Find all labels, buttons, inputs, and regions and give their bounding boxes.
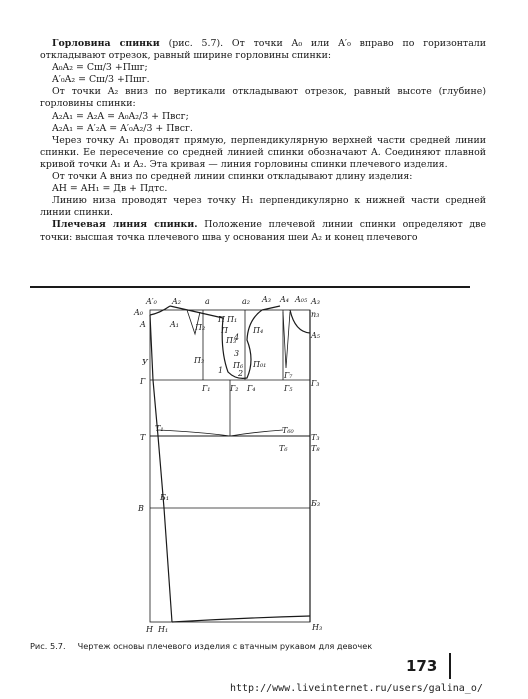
svg-text:4: 4 bbox=[234, 333, 240, 342]
svg-text:T₆: T₆ bbox=[279, 444, 288, 453]
watermark-url: http://www.liveinternet.ru/users/galina_o/ bbox=[230, 683, 483, 694]
caption-number: Рис. 5.7. bbox=[30, 641, 66, 651]
svg-text:Г: Г bbox=[140, 377, 146, 386]
svg-text:n₃: n₃ bbox=[311, 310, 320, 319]
svg-text:H₃: H₃ bbox=[312, 623, 323, 632]
svg-text:A₃: A₃ bbox=[262, 295, 271, 304]
figure-caption bbox=[30, 641, 490, 651]
svg-text:П₃: П₃ bbox=[226, 336, 237, 345]
svg-text:A₀: A₀ bbox=[134, 308, 143, 317]
formula-5: AH = AH₁ = Дв + Пдтс. bbox=[52, 183, 168, 195]
paragraph-4: От точки A вниз по средней линии спинки откладывают длину изделия: bbox=[52, 171, 413, 183]
formula-1: A₀A₂ = Cш/3 +Пшг; bbox=[52, 62, 148, 74]
svg-text:2: 2 bbox=[238, 369, 244, 378]
svg-text:H₁: H₁ bbox=[158, 625, 169, 634]
svg-text:П₃: П₃ bbox=[194, 356, 205, 365]
svg-text:T: T bbox=[140, 433, 146, 442]
svg-text:A₅: A₅ bbox=[311, 331, 320, 340]
frame-rect bbox=[150, 310, 310, 622]
svg-text:1: 1 bbox=[218, 366, 224, 375]
front-neckline bbox=[290, 310, 310, 333]
svg-text:A₀₅: A₀₅ bbox=[295, 295, 308, 304]
svg-text:B: B bbox=[138, 504, 144, 513]
hem-curve bbox=[172, 616, 310, 622]
svg-text:a: a bbox=[205, 297, 210, 306]
paragraph-6: Плечевая линия спинки. Положение плечевой линии спинки определяют две точки: высшая точка плечевого шва у основания шеи A₂ и конец плечевого bbox=[40, 219, 486, 243]
waist-curve bbox=[158, 430, 283, 436]
svg-text:П₆: П₆ bbox=[233, 361, 244, 370]
formula-3: A₂A₁ = A₂A = A₀A₂/3 + Пвсг; bbox=[52, 110, 189, 122]
svg-text:Г₅: Г₅ bbox=[284, 384, 293, 393]
svg-text:H: H bbox=[146, 625, 153, 634]
svg-text:Б₁: Б₁ bbox=[160, 493, 170, 502]
svg-text:Г₃: Г₃ bbox=[311, 379, 320, 388]
formula-2: A′₀A₂ = Cш/3 +Пшг. bbox=[52, 74, 150, 86]
heading-neckline: Горловина спинки bbox=[52, 38, 160, 49]
svg-text:Г₁: Г₁ bbox=[202, 384, 211, 393]
svg-text:П: П bbox=[218, 315, 225, 324]
svg-text:П₂: П₂ bbox=[195, 323, 206, 332]
svg-text:Б₃: Б₃ bbox=[311, 499, 321, 508]
svg-text:T₃: T₃ bbox=[311, 433, 320, 442]
svg-text:T₁: T₁ bbox=[155, 424, 164, 433]
back-center-line bbox=[150, 315, 172, 622]
svg-text:A₃: A₃ bbox=[311, 297, 320, 306]
pattern-drawing bbox=[0, 290, 528, 635]
svg-text:П₄: П₄ bbox=[253, 326, 264, 335]
svg-text:A₁: A₁ bbox=[170, 320, 179, 329]
svg-text:A₄: A₄ bbox=[280, 295, 289, 304]
heading-shoulder: Плечевая линия спинки. bbox=[52, 219, 198, 231]
svg-text:П₀₁: П₀₁ bbox=[253, 360, 267, 369]
paragraph-2: От точки A₂ вниз по вертикали откладывают отрезок, равный высоте (глубине) горловины спинки: bbox=[40, 86, 486, 110]
svg-text:Г₂: Г₂ bbox=[230, 384, 239, 393]
svg-text:T₆₀: T₆₀ bbox=[282, 426, 294, 435]
separator-rule bbox=[30, 286, 470, 288]
back-neckline bbox=[150, 306, 170, 315]
formula-4: A₂A₁ = A′₂A = A′₀A₂/3 + Пвсг. bbox=[52, 122, 193, 134]
caption-text: Чертеж основы плечевого изделия с втачным рукавом для девочек bbox=[77, 641, 373, 651]
page-number: 173 bbox=[406, 657, 438, 675]
svg-text:a₂: a₂ bbox=[242, 297, 250, 306]
body-text bbox=[40, 38, 486, 244]
page-number-bar bbox=[449, 653, 451, 679]
svg-text:П: П bbox=[221, 326, 228, 335]
svg-text:У: У bbox=[142, 358, 148, 367]
svg-text:A₂: A₂ bbox=[172, 297, 181, 306]
svg-text:A: A bbox=[140, 320, 146, 329]
svg-text:Г₄: Г₄ bbox=[247, 384, 256, 393]
svg-text:T₈: T₈ bbox=[311, 444, 320, 453]
svg-text:П₁: П₁ bbox=[227, 315, 238, 324]
svg-text:A′₀: A′₀ bbox=[146, 297, 157, 306]
paragraph-5: Линию низа проводят через точку H₁ перпендикулярно к нижней части средней линии спинки. bbox=[40, 195, 486, 219]
front-shoulder-line bbox=[262, 306, 280, 310]
svg-text:Г₇: Г₇ bbox=[284, 371, 293, 380]
front-bust-dart bbox=[283, 312, 290, 368]
svg-text:3: 3 bbox=[234, 349, 240, 358]
back-shoulder-line bbox=[170, 306, 223, 318]
paragraph-1: Горловина спинки (рис. 5.7). От точки A₀ или A′₀ вправо по горизонтали откладывают отрезок, равный ширине горловины спинки: bbox=[40, 38, 487, 62]
paragraph-3: Через точку A₁ проводят прямую, перпендикулярную верхней части средней линии спинки. Ее пересечение со средней линией спинки обозначают A. Соединяют плавной кривой точки A₁ и A₂. Эта кривая — линия горловины спинки плечевого изделия. bbox=[40, 134, 486, 170]
